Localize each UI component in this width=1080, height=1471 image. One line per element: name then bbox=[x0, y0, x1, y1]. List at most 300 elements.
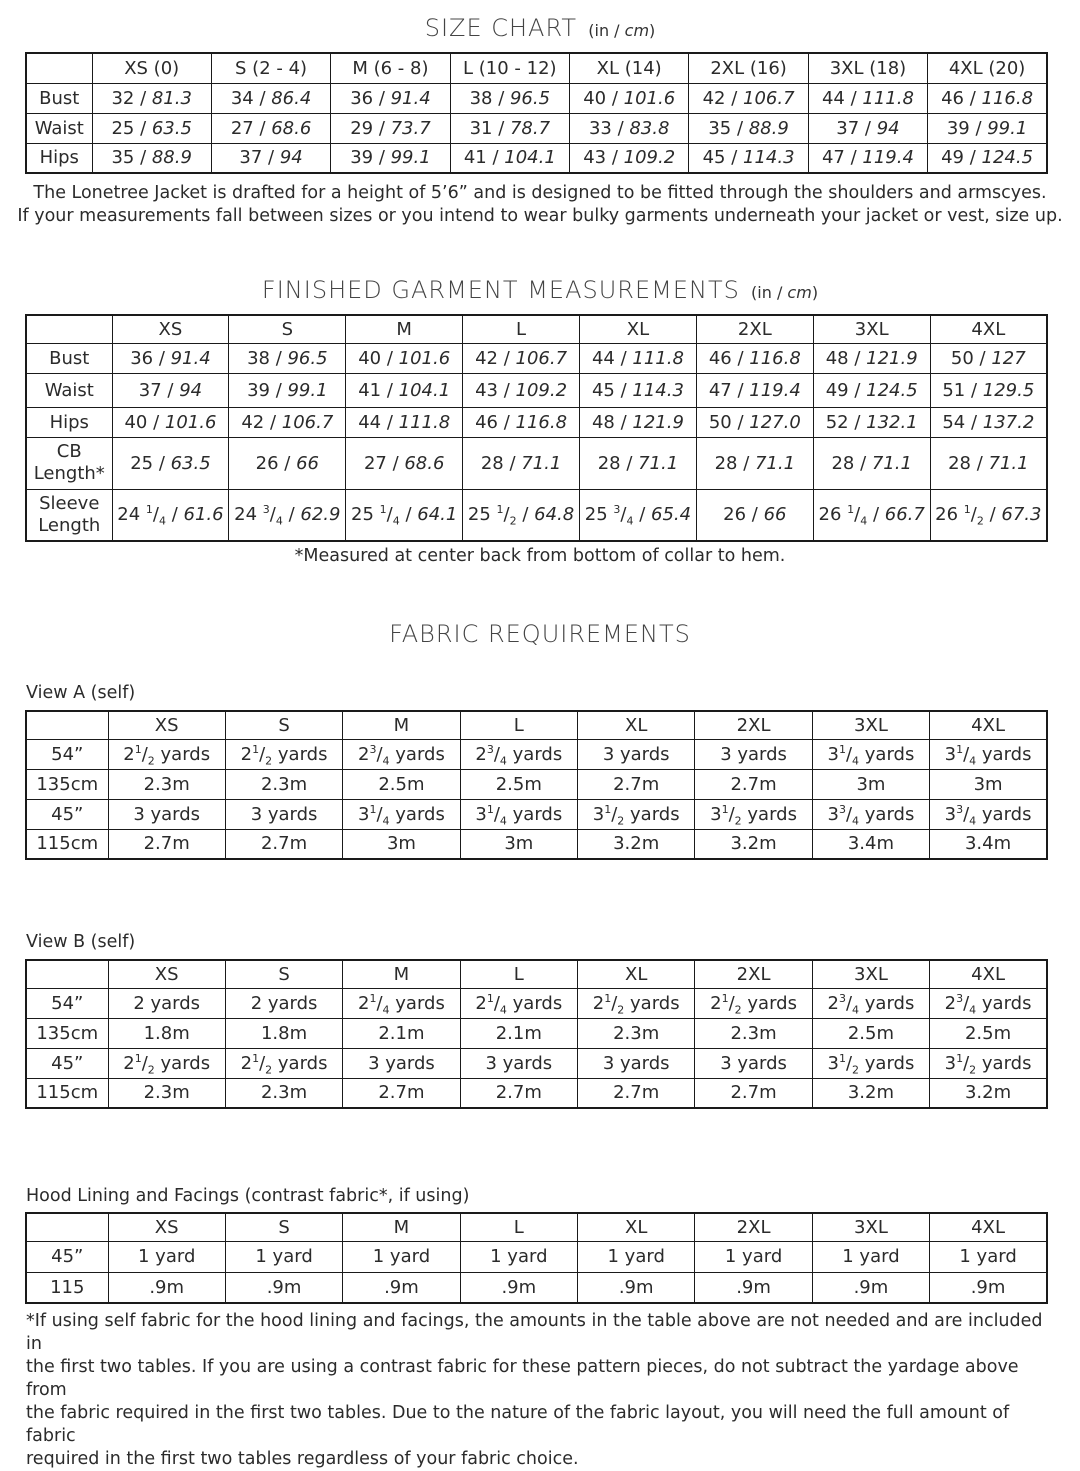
whole: 2 bbox=[475, 743, 487, 765]
amount: 3 yards bbox=[485, 1052, 553, 1074]
table-row bbox=[26, 143, 1047, 173]
amount: 2.7m bbox=[378, 1082, 425, 1104]
column-header: 2XL bbox=[696, 315, 813, 343]
frac-num: 3 bbox=[369, 742, 377, 756]
measure-cell: 36 / 91.4 bbox=[112, 343, 229, 373]
amount: 2.7m bbox=[730, 1082, 777, 1104]
value-cm: 88.9 bbox=[151, 147, 192, 169]
value-cm: 91.4 bbox=[170, 347, 211, 369]
frac-den: 4 bbox=[499, 1003, 507, 1017]
fabric-cell bbox=[460, 1018, 577, 1048]
value-in: 45 bbox=[591, 379, 615, 401]
value-cm: 63.5 bbox=[170, 452, 211, 474]
column-header: L (10 - 12) bbox=[450, 53, 569, 83]
value-in: 36 bbox=[350, 87, 374, 109]
fabric-cell: $3^1/_4$ yards bbox=[812, 739, 929, 769]
value-cm: 119.4 bbox=[749, 379, 801, 401]
amount: 2.3m bbox=[613, 1022, 660, 1044]
value-cm: 109.2 bbox=[515, 379, 568, 401]
value-cm: 101.6 bbox=[164, 411, 217, 433]
row-label: Hips bbox=[26, 407, 112, 437]
footnote-line: the fabric required in the first two tables. Due to the nature of the fabric layout, you will need the full amount of fabric bbox=[26, 1403, 1010, 1446]
amount: 2.5m bbox=[495, 773, 542, 795]
value-in: 25 bbox=[111, 117, 135, 139]
value-cm: 73.7 bbox=[390, 117, 431, 139]
measure-cell: 39 / 99.1 bbox=[229, 373, 346, 407]
value-cm: 64.8 bbox=[534, 504, 575, 526]
frac-den: 2 bbox=[147, 1063, 155, 1077]
amount: 3 yards bbox=[602, 1052, 670, 1074]
value-cm: 66 bbox=[296, 452, 319, 474]
value-cm: 99.1 bbox=[287, 379, 328, 401]
view-b-table bbox=[25, 959, 1048, 1109]
table-row bbox=[26, 373, 1047, 407]
value-in: 44 bbox=[591, 347, 615, 369]
measure-cell: 28 / 71.1 bbox=[813, 437, 930, 489]
column-header: 4XL bbox=[930, 711, 1047, 739]
value-in: 50 bbox=[950, 347, 974, 369]
sleeve-cell: 26 $^1/_2 / 67.3$ bbox=[930, 489, 1047, 541]
value-in: 43 bbox=[583, 147, 607, 169]
measure-cell: 40 / 101.6 bbox=[346, 343, 463, 373]
whole: 3 bbox=[475, 803, 487, 825]
value-in: 25 bbox=[130, 452, 154, 474]
whole: 25 bbox=[467, 504, 497, 526]
frac-num: 1 bbox=[486, 991, 494, 1005]
fabric-cell: $3^1/_2$ yards bbox=[578, 799, 695, 829]
measure-cell: 42 / 106.7 bbox=[689, 83, 808, 113]
row-label: 54” bbox=[26, 739, 108, 769]
value-in: 28 bbox=[948, 452, 971, 474]
table-row bbox=[26, 1018, 1047, 1048]
column-header: S bbox=[225, 960, 342, 988]
whole: 26 bbox=[723, 504, 747, 526]
column-header: L bbox=[460, 711, 577, 739]
amount: 2.3m bbox=[143, 1082, 190, 1104]
column-header: XL bbox=[578, 711, 695, 739]
value-cm: 94 bbox=[876, 117, 900, 139]
frac-den: 2 bbox=[969, 1063, 977, 1077]
value-in: 54 bbox=[942, 411, 966, 433]
table-row bbox=[26, 113, 1047, 143]
amount: 1 yard bbox=[842, 1246, 900, 1267]
measure-cell: 45 / 114.3 bbox=[580, 373, 697, 407]
fabric-cell bbox=[930, 1241, 1047, 1272]
unit: yards bbox=[859, 803, 915, 825]
fabric-cell: $2^1/_2$ yards bbox=[578, 988, 695, 1018]
view-b-caption: View B (self) bbox=[26, 932, 136, 952]
frac-num: 1 bbox=[145, 503, 153, 517]
fabric-cell bbox=[578, 739, 695, 769]
measure-cell: 29 / 73.7 bbox=[331, 113, 450, 143]
sleeve-cell: 26 / 66 bbox=[696, 489, 813, 541]
measure-cell: 28 / 71.1 bbox=[580, 437, 697, 489]
unit: yards bbox=[389, 992, 445, 1014]
value-cm: 101.6 bbox=[398, 347, 451, 369]
unit: yards bbox=[506, 992, 563, 1014]
measure-cell: 46 / 116.8 bbox=[696, 343, 813, 373]
frac-num: 3 bbox=[613, 503, 621, 517]
frac-den: 4 bbox=[159, 514, 166, 528]
fabric-cell: $2^1/_4$ yards bbox=[460, 988, 577, 1018]
finished-note: *Measured at center back from bottom of collar to hem. bbox=[294, 546, 786, 566]
measure-cell: 37 / 94 bbox=[112, 373, 229, 407]
column-header: 2XL bbox=[695, 1213, 812, 1241]
measure-cell: 48 / 121.9 bbox=[580, 407, 697, 437]
value-in: 28 bbox=[831, 452, 855, 474]
fabric-cell bbox=[812, 1018, 929, 1048]
value-in: 27 bbox=[363, 452, 387, 474]
value-in: 40 bbox=[124, 411, 148, 433]
amount: 2.7m bbox=[613, 1082, 660, 1104]
value-cm: 64.1 bbox=[417, 504, 458, 526]
fabric-cell bbox=[108, 988, 225, 1018]
measure-cell: 34 / 86.4 bbox=[211, 83, 330, 113]
frac-num: 1 bbox=[956, 742, 964, 756]
unit: yards bbox=[389, 743, 445, 765]
fabric-cell bbox=[225, 1272, 342, 1303]
fabric-cell bbox=[695, 1048, 812, 1078]
unit: yards bbox=[272, 1052, 328, 1074]
value-cm: 137.2 bbox=[982, 411, 1035, 433]
amount: .9m bbox=[149, 1276, 185, 1298]
fabric-cell bbox=[930, 829, 1047, 859]
frac-den: 4 bbox=[626, 514, 634, 528]
value-in: 48 bbox=[825, 347, 849, 369]
frac-den: 4 bbox=[969, 754, 977, 768]
column-header: S bbox=[229, 315, 346, 343]
value-in: 44 bbox=[358, 411, 382, 433]
amount: 2.7m bbox=[495, 1082, 542, 1104]
fabric-cell bbox=[225, 829, 342, 859]
value-in: 37 bbox=[138, 379, 162, 401]
measure-cell: 38 / 96.5 bbox=[229, 343, 346, 373]
column-header: 4XL bbox=[930, 1213, 1047, 1241]
measure-cell: 44 / 111.8 bbox=[346, 407, 463, 437]
row-label bbox=[26, 489, 112, 541]
amount: 2.7m bbox=[143, 833, 190, 855]
size-chart-title: SIZE CHART (in / cm) bbox=[424, 14, 656, 42]
fabric-cell bbox=[578, 1078, 695, 1108]
whole: 2 bbox=[358, 743, 370, 765]
fabric-cell bbox=[812, 1078, 929, 1108]
fabric-cell bbox=[343, 769, 460, 799]
whole: 2 bbox=[827, 992, 839, 1014]
frac-num: 3 bbox=[838, 991, 846, 1005]
value-cm: 121.9 bbox=[866, 347, 918, 369]
value-cm: 68.6 bbox=[271, 117, 312, 139]
fabric-cell bbox=[930, 1272, 1047, 1303]
value-cm: 62.9 bbox=[300, 504, 341, 526]
unit: yards bbox=[154, 743, 211, 765]
unit: yards bbox=[506, 743, 563, 765]
value-cm: 104.1 bbox=[398, 379, 451, 401]
column-header: 4XL bbox=[930, 960, 1047, 988]
whole: 25 bbox=[351, 504, 380, 526]
amount: 3m bbox=[386, 833, 416, 855]
value-cm: 101.6 bbox=[623, 87, 676, 109]
amount: 2.7m bbox=[730, 773, 777, 795]
fabric-cell bbox=[812, 829, 929, 859]
whole: 26 bbox=[818, 504, 848, 526]
column-header: XL (14) bbox=[570, 53, 689, 83]
row-label: 54” bbox=[26, 988, 108, 1018]
sleeve-cell: 25 $^1/_2 / 64.8$ bbox=[463, 489, 580, 541]
unit: yards bbox=[976, 803, 1032, 825]
whole: 2 bbox=[123, 1052, 135, 1074]
footnote-line: required in the first two tables regardless of your fabric choice. bbox=[26, 1449, 579, 1469]
column-header: S bbox=[225, 1213, 342, 1241]
sleeve-cell: 26 $^1/_4 / 66.7$ bbox=[813, 489, 930, 541]
value-cm: 65.4 bbox=[651, 504, 692, 526]
table-row bbox=[26, 1078, 1047, 1108]
column-header: 3XL bbox=[812, 1213, 929, 1241]
value-cm: 99.1 bbox=[390, 147, 431, 169]
value-cm: 111.8 bbox=[862, 87, 914, 109]
fabric-cell: $3^1/_4$ yards bbox=[343, 799, 460, 829]
value-in: 39 bbox=[946, 117, 970, 139]
frac-num: 1 bbox=[604, 991, 612, 1005]
amount: 1 yard bbox=[138, 1246, 196, 1267]
column-header: 3XL bbox=[813, 315, 930, 343]
value-cm: 66 bbox=[763, 504, 787, 526]
row-label-line: Length* bbox=[33, 463, 105, 484]
table-row bbox=[26, 799, 1047, 829]
fabric-title: FABRIC REQUIREMENTS bbox=[389, 620, 691, 648]
measure-cell: 47 / 119.4 bbox=[696, 373, 813, 407]
frac-den: 4 bbox=[852, 1003, 860, 1017]
measure-cell: 28 / 71.1 bbox=[463, 437, 580, 489]
value-cm: 127.0 bbox=[749, 411, 801, 433]
value-cm: 114.3 bbox=[632, 379, 684, 401]
measure-cell: 44 / 111.8 bbox=[580, 343, 697, 373]
frac-num: 3 bbox=[486, 742, 494, 756]
value-cm: 66.7 bbox=[884, 504, 925, 526]
amount: 1.8m bbox=[260, 1022, 308, 1044]
corner-cell bbox=[26, 1213, 108, 1241]
frac-den: 2 bbox=[509, 514, 517, 528]
whole: 2 bbox=[123, 743, 135, 765]
measure-cell: 27 / 68.6 bbox=[346, 437, 463, 489]
value-in: 46 bbox=[941, 87, 964, 109]
row-label: Bust bbox=[26, 83, 92, 113]
value-cm: 99.1 bbox=[987, 117, 1028, 139]
amount: .9m bbox=[384, 1276, 419, 1298]
value-cm: 106.7 bbox=[281, 411, 334, 433]
amount: 2.1m bbox=[378, 1022, 425, 1044]
frac-den: 4 bbox=[382, 754, 390, 768]
fabric-cell bbox=[343, 1018, 460, 1048]
fabric-cell bbox=[343, 1241, 460, 1272]
fabric-cell bbox=[460, 1048, 577, 1078]
value-cm: 124.5 bbox=[866, 379, 918, 401]
measure-cell: 39 / 99.1 bbox=[331, 143, 450, 173]
value-cm: 94 bbox=[179, 379, 203, 401]
value-cm: 119.4 bbox=[862, 147, 914, 169]
value-cm: 109.2 bbox=[623, 147, 676, 169]
frac-num: 1 bbox=[369, 991, 377, 1005]
fabric-cell: $2^3/_4$ yards bbox=[930, 988, 1047, 1018]
measure-cell: 51 / 129.5 bbox=[930, 373, 1047, 407]
fabric-cell: $3^1/_2$ yards bbox=[812, 1048, 929, 1078]
frac-num: 3 bbox=[956, 991, 964, 1005]
view-a-caption: View A (self) bbox=[26, 683, 136, 703]
corner-cell bbox=[26, 53, 92, 83]
amount: 2.7m bbox=[260, 833, 308, 855]
measure-cell: 26 / 66 bbox=[229, 437, 346, 489]
column-header: M bbox=[346, 315, 463, 343]
fabric-cell bbox=[108, 769, 225, 799]
value-in: 49 bbox=[941, 147, 964, 169]
measure-cell: 42 / 106.7 bbox=[229, 407, 346, 437]
value-in: 46 bbox=[708, 347, 732, 369]
whole: 3 bbox=[358, 803, 370, 825]
amount: 2.1m bbox=[495, 1022, 542, 1044]
value-cm: 88.9 bbox=[748, 117, 789, 139]
amount: 3.2m bbox=[613, 833, 660, 855]
unit: yards bbox=[506, 803, 563, 825]
unit: yards bbox=[859, 992, 915, 1014]
row-label: Waist bbox=[26, 113, 92, 143]
frac-num: 1 bbox=[956, 1051, 964, 1065]
column-header: 4XL bbox=[930, 315, 1047, 343]
whole: 3 bbox=[827, 803, 839, 825]
finished-title: FINISHED GARMENT MEASUREMENTS (in / cm) bbox=[261, 276, 819, 304]
table-row bbox=[26, 1241, 1047, 1272]
column-header: XS bbox=[108, 1213, 225, 1241]
fabric-cell bbox=[108, 1241, 225, 1272]
corner-cell bbox=[26, 960, 108, 988]
column-header: XS bbox=[112, 315, 229, 343]
frac-den: 2 bbox=[617, 1003, 625, 1017]
unit: yards bbox=[624, 992, 680, 1014]
fabric-cell bbox=[578, 1241, 695, 1272]
fabric-cell bbox=[460, 829, 577, 859]
measure-cell: 25 / 63.5 bbox=[112, 437, 229, 489]
finished-table bbox=[25, 314, 1048, 542]
amount: 2.5m bbox=[964, 1022, 1012, 1044]
fabric-cell bbox=[108, 1078, 225, 1108]
header-row bbox=[26, 711, 1047, 739]
unit: yards bbox=[859, 743, 915, 765]
measure-cell: 47 / 119.4 bbox=[808, 143, 927, 173]
fabric-cell bbox=[578, 829, 695, 859]
frac-num: 3 bbox=[838, 802, 846, 816]
frac-num: 1 bbox=[486, 802, 494, 816]
header-row bbox=[26, 53, 1047, 83]
value-in: 39 bbox=[350, 147, 374, 169]
frac-den: 2 bbox=[617, 814, 625, 828]
measure-cell: 33 / 83.8 bbox=[570, 113, 689, 143]
fabric-cell bbox=[695, 1018, 812, 1048]
table-row bbox=[26, 988, 1047, 1018]
value-cm: 96.5 bbox=[287, 347, 328, 369]
value-cm: 127 bbox=[991, 347, 1026, 369]
frac-num: 1 bbox=[963, 503, 971, 517]
fabric-cell bbox=[812, 1272, 929, 1303]
value-cm: 71.1 bbox=[521, 452, 562, 474]
column-header: XL bbox=[578, 1213, 695, 1241]
measure-cell: 28 / 71.1 bbox=[696, 437, 813, 489]
frac-den: 2 bbox=[265, 754, 273, 768]
fabric-cell bbox=[343, 1078, 460, 1108]
unit: yards bbox=[389, 803, 445, 825]
frac-den: 4 bbox=[852, 814, 860, 828]
unit: yards bbox=[859, 1052, 915, 1074]
amount: .9m bbox=[736, 1276, 771, 1298]
amount: .9m bbox=[266, 1276, 302, 1298]
frac-num: 1 bbox=[252, 742, 260, 756]
fabric-cell bbox=[578, 1048, 695, 1078]
corner-cell bbox=[26, 315, 112, 343]
value-cm: 96.5 bbox=[509, 87, 551, 109]
measure-cell: 35 / 88.9 bbox=[689, 113, 808, 143]
fabric-cell: $3^3/_4$ yards bbox=[812, 799, 929, 829]
measure-cell: 49 / 124.5 bbox=[813, 373, 930, 407]
amount: 3.2m bbox=[730, 833, 777, 855]
fabric-cell bbox=[225, 1018, 342, 1048]
row-label-line: Sleeve bbox=[39, 492, 100, 514]
value-in: 29 bbox=[350, 117, 374, 139]
fabric-cell bbox=[930, 1018, 1047, 1048]
value-in: 34 bbox=[230, 87, 254, 109]
value-cm: 114.3 bbox=[743, 147, 795, 169]
frac-den: 2 bbox=[265, 1063, 273, 1077]
row-label: 115cm bbox=[26, 829, 108, 859]
row-label: Hips bbox=[26, 143, 92, 173]
unit: yards bbox=[272, 743, 328, 765]
value-cm: 124.5 bbox=[981, 147, 1034, 169]
measure-cell: 43 / 109.2 bbox=[463, 373, 580, 407]
column-header: XS bbox=[108, 960, 225, 988]
whole: 3 bbox=[710, 803, 722, 825]
value-cm: 71.1 bbox=[638, 452, 679, 474]
value-in: 26 bbox=[255, 452, 279, 474]
size-chart-note: The Lonetree Jacket is drafted for a height of 5’6” and is designed to be fitted through the shoulders and armscyes. If your measurements fall between sizes or you intend to wear bulky garments underneath your jacket or vest, size up. bbox=[17, 183, 1063, 226]
column-header: M bbox=[343, 711, 460, 739]
sleeve-cell: 24 $^1/_4 / 61.6$ bbox=[112, 489, 229, 541]
whole: 2 bbox=[475, 992, 487, 1014]
fabric-cell bbox=[460, 1241, 577, 1272]
measure-cell: 39 / 99.1 bbox=[928, 113, 1047, 143]
amount: 3 yards bbox=[602, 743, 670, 765]
fabric-cell: $2^1/_2$ yards bbox=[225, 1048, 342, 1078]
value-in: 49 bbox=[825, 379, 849, 401]
value-cm: 106.7 bbox=[515, 347, 568, 369]
measure-cell: 46 / 116.8 bbox=[463, 407, 580, 437]
fabric-cell: $3^3/_4$ yards bbox=[930, 799, 1047, 829]
value-in: 39 bbox=[247, 379, 270, 401]
measure-cell: 42 / 106.7 bbox=[463, 343, 580, 373]
whole: 24 bbox=[234, 504, 263, 526]
amount: 2 yards bbox=[250, 992, 318, 1014]
whole: 2 bbox=[240, 743, 253, 765]
hood-table bbox=[25, 1212, 1048, 1304]
footnote-line: the first two tables. If you are using a contrast fabric for these pattern pieces, do not subtract the yardage above from bbox=[26, 1357, 1019, 1400]
row-label: 115 bbox=[26, 1272, 108, 1303]
value-in: 46 bbox=[475, 411, 498, 433]
column-header: M bbox=[343, 960, 460, 988]
frac-den: 4 bbox=[275, 514, 283, 528]
value-cm: 61.6 bbox=[183, 504, 224, 526]
value-in: 37 bbox=[836, 117, 860, 139]
unit: yards bbox=[624, 803, 680, 825]
fabric-cell bbox=[108, 1272, 225, 1303]
value-in: 35 bbox=[708, 117, 732, 139]
amount: 1 yard bbox=[372, 1246, 431, 1267]
frac-num: 1 bbox=[369, 802, 377, 816]
corner-cell bbox=[26, 711, 108, 739]
